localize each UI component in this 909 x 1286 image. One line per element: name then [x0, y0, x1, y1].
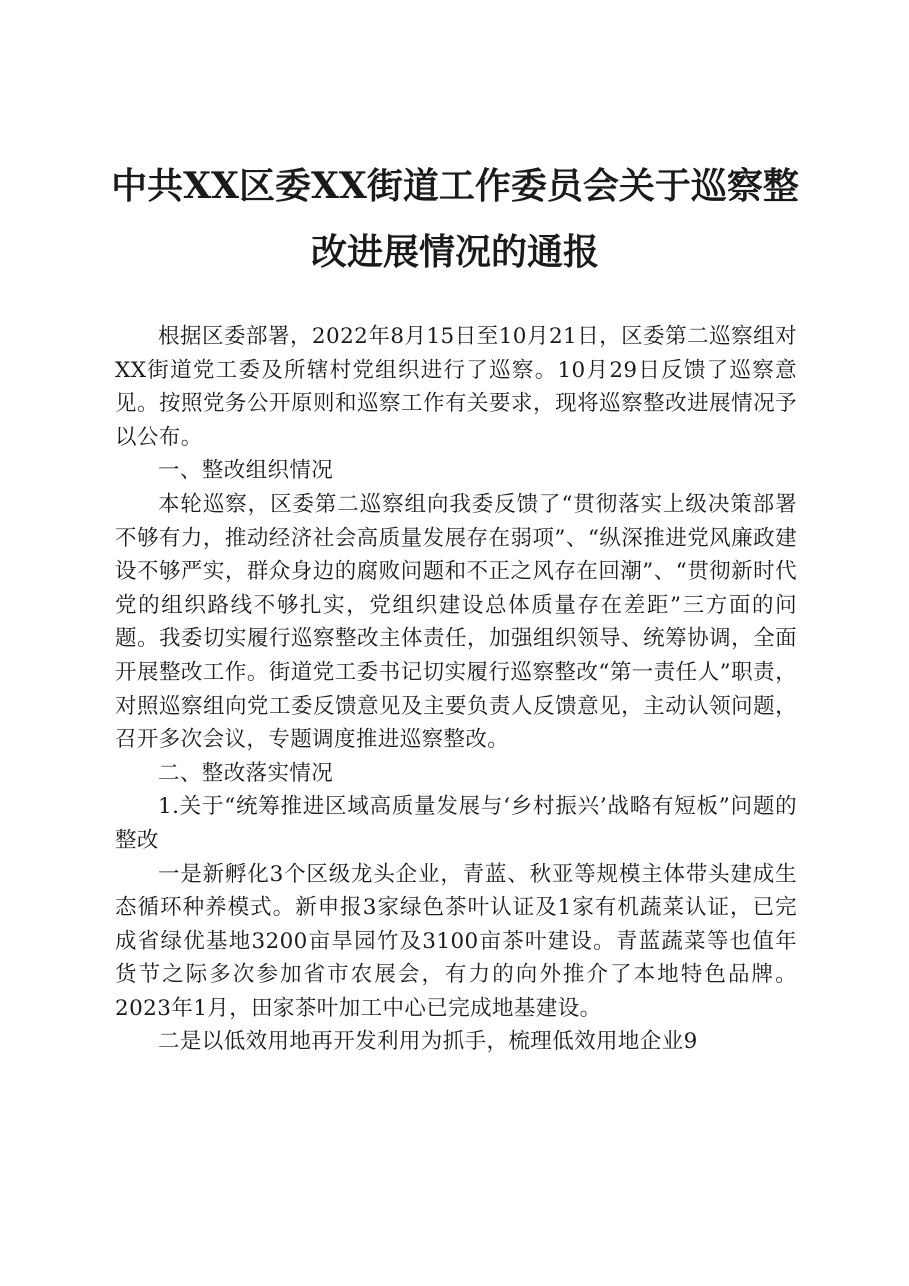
paragraph-intro: 根据区委部署，2022年8月15日至10月21日，区委第二巡察组对XX街道党工委及所辖村党组织进行了巡察。10月29日反馈了巡察意见。按照党务公开原则和巡察工作有关要求，现将巡察整改进展情况予以公布。 [115, 324, 797, 450]
paragraph-item-1: 一是新孵化3个区级龙头企业，青蓝、秋亚等规模主体带头建成生态循环种养模式。新申报3家绿色茶叶认证及1家有机蔬菜认证，已完成省绿优基地3200亩旱园竹及3100亩茶叶建设。青蓝蔬菜等也值年货节之际多次参加省市农展会，有力的向外推介了本地特色品牌。2023年1月，田家茶叶加工中心已完成地基建设。 [115, 861, 797, 1021]
paragraph-organization: 本轮巡察，区委第二巡察组向我委反馈了“贯彻落实上级决策部署不够有力，推动经济社会高质量发展存在弱项”、“纵深推进党风廉政建设不够严实，群众身边的腐败问题和不正之风存在回潮”、“贯彻新时代党的组织路线不够扎实，党组织建设总体质量存在差距”三方面的问题。我委切实履行巡察整改主体责任，加强组织领导、统筹协调，全面开展整改工作。街道党工委书记切实履行巡察整改“第一责任人”职责，对照巡察组向党工委反馈意见及主要负责人反馈意见，主动认领问题，召开多次会议，专题调度推进巡察整改。 [115, 491, 797, 753]
section-heading-2: 二、整改落实情况 [158, 760, 334, 786]
document-title-line1: 中共XX区委XX街道工作委员会关于巡察整 [111, 165, 799, 207]
section-heading-1: 一、整改组织情况 [158, 458, 334, 484]
paragraph-item-2: 二是以低效用地再开发利用为抓手，梳理低效用地企业9 [158, 1029, 698, 1055]
document-body [115, 320, 797, 1059]
document-title-line2: 改进展情况的通报 [310, 231, 599, 273]
subsection-heading-1: 1.关于“统筹推进区域高质量发展与‘乡村振兴’战略有短板”问题的整改 [115, 794, 797, 853]
